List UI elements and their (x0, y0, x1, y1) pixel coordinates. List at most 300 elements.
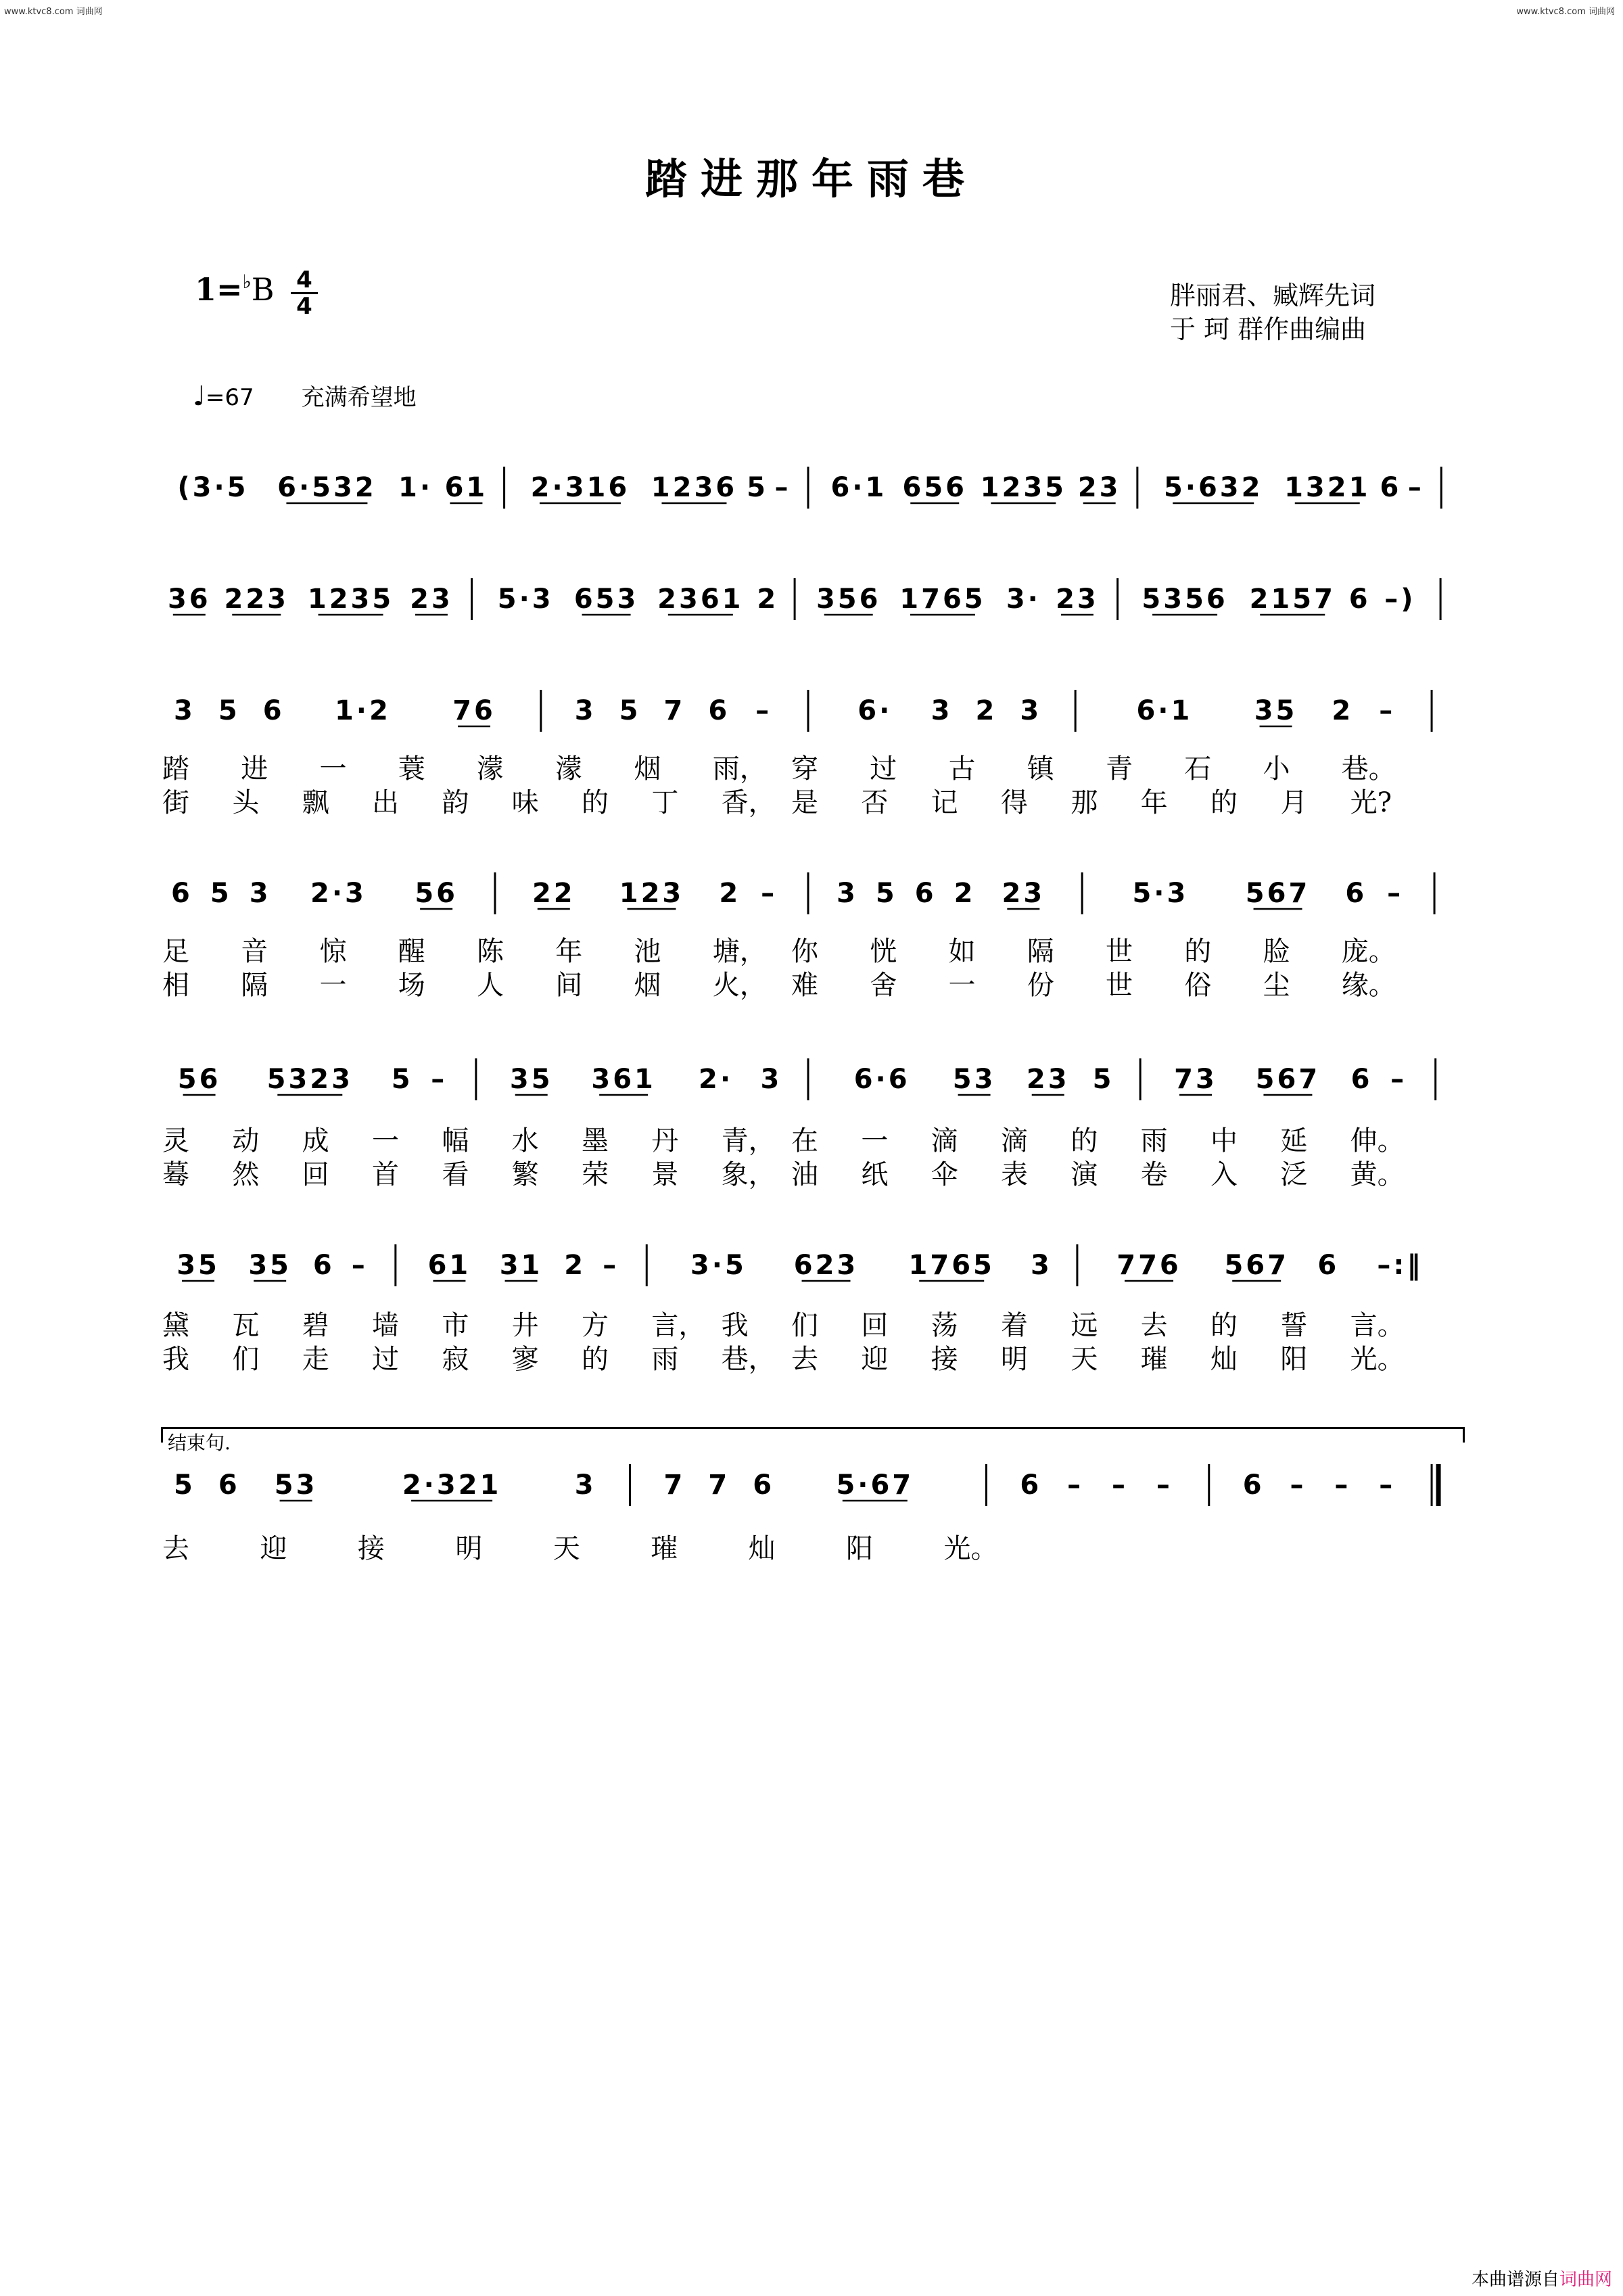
lyric-char: 灿 (748, 1533, 776, 1564)
note-group: – (1387, 878, 1404, 909)
lyric-char: 得 (1001, 787, 1028, 818)
note-group: 2361 (657, 584, 744, 615)
note-group: – (1390, 1064, 1407, 1095)
lyric-char: 巷。 (1341, 753, 1396, 784)
lyric-char: 年 (555, 936, 583, 967)
lyricist-credit: 胖丽君、臧辉先词 (1170, 281, 1376, 310)
note-group: 6 (708, 695, 730, 726)
note-group: 1235 (980, 472, 1066, 503)
note-group: 6 (1242, 1470, 1265, 1501)
note-group: 5356 (1142, 584, 1228, 615)
lyric-char: 们 (232, 1344, 260, 1375)
note-group: 2· (699, 1064, 734, 1095)
note-group: 567 (1245, 878, 1311, 909)
lyric-char: 惊 (319, 936, 347, 967)
note-group: 5323 (266, 1064, 353, 1095)
lyric-char: 迎 (861, 1344, 889, 1375)
lyric-char: 泛 (1280, 1159, 1308, 1190)
lyric-char: 隔 (1027, 936, 1054, 967)
lyric-char: 难 (791, 970, 818, 1001)
lyric-char: 市 (442, 1310, 469, 1341)
note-group: 223 (224, 584, 289, 615)
lyric-char: 看 (442, 1159, 469, 1190)
note-group: – (603, 1250, 619, 1281)
lyric-char: 明 (455, 1533, 483, 1564)
lyric-char: 丹 (651, 1125, 679, 1156)
lyric-char: 恍 (870, 936, 897, 967)
note-group: – (761, 878, 778, 909)
note-group: 35 (509, 1064, 553, 1095)
time-top: 4 (296, 266, 312, 294)
lyric-char: 去 (162, 1533, 189, 1564)
lyric-char: 脸 (1263, 936, 1290, 967)
lyric-char: 璀 (1140, 1344, 1168, 1375)
lyric-char: 成 (302, 1125, 329, 1156)
time-signature (291, 268, 318, 319)
lyric-char: 黄。 (1350, 1159, 1405, 1190)
lyric-char: 烟 (634, 753, 661, 784)
note-group: 2·3 (310, 878, 367, 909)
lyric-char: 荣 (582, 1159, 609, 1190)
tempo-marking (193, 379, 417, 412)
note-group: 1765 (908, 1250, 995, 1281)
tempo-value: =67 (205, 384, 254, 411)
note-group: 23 (1077, 472, 1121, 503)
lyric-char: 中 (1210, 1125, 1238, 1156)
lyric-char: 那 (1071, 787, 1098, 818)
note-group: 6 (312, 1250, 335, 1281)
footer-credit (1472, 2266, 1612, 2291)
note-group: 3 (1030, 1250, 1052, 1281)
lyric-char: 光。 (943, 1533, 998, 1564)
note-group: 7 (663, 695, 686, 726)
note-group: – (755, 695, 772, 726)
lyric-char: 们 (791, 1310, 818, 1341)
lyric-char: 的 (582, 1344, 609, 1375)
note-group: 6· (857, 695, 893, 726)
note-group: 3· (1006, 584, 1041, 615)
lyric-char: 缘。 (1341, 970, 1396, 1001)
lyric-char: 出 (372, 787, 399, 818)
note-group: 23 (1002, 878, 1045, 909)
lyric-char: 庞。 (1341, 936, 1396, 967)
note-group: 2·316 (530, 472, 630, 503)
footer-right: 词曲网 (1559, 2270, 1612, 2290)
lyric-char: 墨 (582, 1125, 609, 1156)
note-group: 35 (1254, 695, 1298, 726)
lyric-char: 踏 (162, 753, 189, 784)
score-row (162, 1464, 1461, 1512)
lyric-char: 一 (948, 970, 976, 1001)
lyric-char: 象， (721, 1159, 776, 1190)
note-group: 3 (174, 695, 195, 726)
note-group: 3 (574, 695, 596, 726)
lyric-char: 阳 (1280, 1344, 1308, 1375)
lyric-char: 俗 (1184, 970, 1212, 1001)
lyric-char: 瓦 (232, 1310, 260, 1341)
lyric-char: 蓦 (162, 1159, 189, 1190)
lyric-char: 份 (1027, 970, 1054, 1001)
composer-credit: 于 珂 群作曲编曲 (1170, 314, 1367, 344)
note-group: 5·3 (497, 584, 554, 615)
note-group: 3 (1020, 695, 1042, 726)
note-group: 2157 (1249, 584, 1336, 615)
lyric-char: 阳 (846, 1533, 874, 1564)
lyric-char: 过 (372, 1344, 399, 1375)
score-row-svg (162, 1058, 1461, 1106)
note-group: 6 (1350, 1064, 1373, 1095)
note-group: 6 (1317, 1250, 1340, 1281)
note-group: 3 (836, 878, 858, 909)
note-group: 1· (398, 472, 433, 503)
lyric-char: 古 (948, 753, 976, 784)
note-group: 3 (249, 878, 271, 909)
ending-bracket (161, 1427, 1465, 1443)
lyric-char: 的 (1071, 1125, 1098, 1156)
lyric-char: 回 (302, 1159, 329, 1190)
lyric-char: 远 (1071, 1310, 1098, 1341)
lyric-char: 一 (319, 753, 347, 784)
note-group: 6·1 (830, 472, 887, 503)
lyric-char: 走 (302, 1344, 329, 1375)
note-group: 776 (1116, 1250, 1181, 1281)
note-group: 6 (753, 1470, 775, 1501)
note-group: – (1067, 1470, 1084, 1501)
note-group: 1·2 (334, 695, 391, 726)
lyric-char: 年 (1140, 787, 1168, 818)
lyric-char: 天 (1071, 1344, 1098, 1375)
note-group: 6 (1348, 584, 1371, 615)
lyric-char: 碧 (302, 1310, 329, 1341)
note-group: 6 (171, 878, 193, 909)
note-group: 656 (902, 472, 968, 503)
ending-label: 结束句. (168, 1432, 231, 1454)
note-group: 3 (760, 1064, 782, 1095)
score-row (162, 1244, 1461, 1292)
lyric-char: 人 (477, 970, 504, 1001)
note-group: 5 (210, 878, 232, 909)
lyric-char: 接 (357, 1533, 385, 1564)
note-group: 6 (262, 695, 285, 726)
lyric-char: 一 (319, 970, 347, 1001)
lyric-char: 尘 (1263, 970, 1290, 1001)
lyric-char: 迎 (260, 1533, 287, 1564)
note-group: – (1334, 1470, 1351, 1501)
lyric-char: 的 (1184, 936, 1212, 967)
lyric-char: 世 (1106, 936, 1133, 967)
lyric-char: 景 (651, 1159, 679, 1190)
lyric-char: 光。 (1350, 1344, 1405, 1375)
score-row-svg (162, 578, 1461, 626)
lyric-char: 街 (162, 787, 189, 818)
lyric-char: 纸 (861, 1159, 889, 1190)
lyric-char: 否 (861, 787, 889, 818)
note-group: 73 (1174, 1064, 1217, 1095)
note-group: 5 (218, 695, 240, 726)
lyric-char: 我 (162, 1344, 189, 1375)
note-group: 35 (248, 1250, 292, 1281)
note-group: – (774, 472, 791, 503)
lyric-char: 寥 (511, 1344, 539, 1375)
lyric-char: 灵 (162, 1125, 189, 1156)
header-right-watermark: www.ktvc8.com 词曲网 (1516, 7, 1615, 17)
note-group: 23 (410, 584, 453, 615)
score-row (162, 467, 1461, 514)
footer-left: 本曲谱源自 (1471, 2270, 1559, 2290)
note-group: 6 (1380, 472, 1402, 503)
lyric-char: 世 (1106, 970, 1133, 1001)
note-group: 6 (218, 1470, 240, 1501)
note-group: 2 (564, 1250, 586, 1281)
note-group: 356 (816, 584, 881, 615)
note-group: 6 (914, 878, 937, 909)
lyric-char: 足 (162, 936, 189, 967)
note-group: 22 (532, 878, 575, 909)
note-group: 1235 (307, 584, 394, 615)
lyric-char: 过 (870, 753, 897, 784)
lyric-char: 明 (1001, 1344, 1028, 1375)
note-group: 5 (1092, 1064, 1114, 1095)
note-group: 5 (875, 878, 897, 909)
lyric-char: 滴 (931, 1125, 958, 1156)
lyric-char: 回 (861, 1310, 889, 1341)
flat-symbol: ♭ (242, 271, 252, 293)
note-group: 1765 (899, 584, 986, 615)
lyric-char: 是 (791, 787, 818, 818)
key-note: B (251, 271, 275, 308)
score-row-svg (162, 690, 1461, 737)
note-group: 2 (757, 584, 779, 615)
note-group: 6 (1020, 1470, 1042, 1501)
lyric-char: 相 (162, 970, 189, 1001)
score-row (162, 690, 1461, 737)
score-row-svg (162, 1464, 1461, 1512)
note-group: 61 (427, 1250, 471, 1281)
lyric-char: 着 (1001, 1310, 1028, 1341)
score-row-svg (162, 467, 1461, 514)
score-row (162, 1058, 1461, 1106)
note-group: – (1112, 1470, 1129, 1501)
lyric-char: 小 (1263, 753, 1290, 784)
note-group: – (1290, 1470, 1307, 1501)
lyric-char: 演 (1071, 1159, 1098, 1190)
lyric-char: 场 (398, 970, 425, 1001)
lyric-char: 如 (948, 936, 976, 967)
note-group: – (1379, 695, 1396, 726)
note-group: 6·6 (853, 1064, 910, 1095)
note-group: 5 (391, 1064, 413, 1095)
note-group: 6 (1345, 878, 1367, 909)
lyric-char: 然 (232, 1159, 260, 1190)
lyric-char: 言。 (1350, 1310, 1405, 1341)
lyric-char: 雨， (712, 753, 767, 784)
lyric-char: 丁 (651, 787, 679, 818)
lyric-char: 濛 (477, 753, 504, 784)
lyric-char: 荡 (931, 1310, 958, 1341)
lyric-char: 的 (582, 787, 609, 818)
lyric-char: 动 (232, 1125, 260, 1156)
note-group: 567 (1255, 1064, 1321, 1095)
lyric-char: 去 (1140, 1310, 1168, 1341)
lyric-char: 滴 (1001, 1125, 1028, 1156)
lyric-char: 幅 (442, 1125, 469, 1156)
lyric-char: 的 (1210, 1310, 1238, 1341)
lyric-char: 黛 (162, 1310, 189, 1341)
lyric-char: 陈 (477, 936, 504, 967)
note-group: – (1379, 1470, 1396, 1501)
lyric-char: 接 (931, 1344, 958, 1375)
lyric-char: 我 (721, 1310, 749, 1341)
key-prefix: 1= (195, 271, 243, 308)
time-bottom: 4 (291, 292, 318, 319)
note-group: 5·632 (1163, 472, 1263, 503)
note-group: 5 (747, 472, 769, 503)
lyric-char: 飘 (302, 787, 329, 818)
note-group: 1321 (1284, 472, 1371, 503)
lyric-char: 青 (1106, 753, 1133, 784)
note-group: 567 (1224, 1250, 1289, 1281)
note-group: 5·67 (836, 1470, 914, 1501)
lyric-char: 雨 (651, 1344, 679, 1375)
lyric-char: 光? (1350, 787, 1392, 818)
score-row-svg (162, 872, 1461, 920)
lyric-char: 伸。 (1350, 1125, 1405, 1156)
lyric-char: 火， (712, 970, 767, 1001)
note-group: 5 (174, 1470, 195, 1501)
lyric-char: 烟 (634, 970, 661, 1001)
note-group: 6·532 (277, 472, 377, 503)
note-group: 53 (952, 1064, 996, 1095)
note-group: 76 (452, 695, 496, 726)
lyric-char: 音 (241, 936, 268, 967)
note-group: 5·3 (1132, 878, 1189, 909)
lyric-char: 表 (1001, 1159, 1028, 1190)
lyric-char: 延 (1280, 1125, 1308, 1156)
note-group: 7 (663, 1470, 686, 1501)
lyric-char: 味 (511, 787, 539, 818)
note-group: 653 (573, 584, 639, 615)
note-group: 23 (1056, 584, 1099, 615)
note-group: 35 (177, 1250, 220, 1281)
note-group: – (1156, 1470, 1173, 1501)
note-group: 2 (975, 695, 997, 726)
expression-text: 充满希望地 (301, 384, 417, 411)
lyric-char: 醒 (398, 936, 425, 967)
lyric-char: 井 (511, 1310, 539, 1341)
header-left-watermark: www.ktvc8.com 词曲网 (4, 7, 103, 17)
score-row-svg (162, 1244, 1461, 1292)
lyric-char: 隔 (241, 970, 268, 1001)
lyric-char: 灿 (1210, 1344, 1238, 1375)
lyric-char: 墙 (372, 1310, 399, 1341)
note-group: 2·321 (402, 1470, 502, 1501)
note-group: 61 (444, 472, 488, 503)
lyric-char: 池 (634, 936, 661, 967)
lyric-char: 舍 (870, 970, 897, 1001)
note-group: 361 (591, 1064, 656, 1095)
note-group: 623 (793, 1250, 859, 1281)
note-group: 7 (708, 1470, 730, 1501)
score-row (162, 578, 1461, 626)
lyric-char: 蓑 (398, 753, 425, 784)
lyric-char: 月 (1280, 787, 1308, 818)
note-group: 3 (931, 695, 953, 726)
page-title: 踏进那年雨巷 (644, 154, 978, 204)
lyric-char: 伞 (931, 1159, 958, 1190)
note-group: 56 (415, 878, 458, 909)
lyric-char: 言， (651, 1310, 706, 1341)
note-group: – (431, 1064, 448, 1095)
note-group: 2 (719, 878, 741, 909)
lyric-char: 繁 (511, 1159, 539, 1190)
lyric-char: 天 (552, 1533, 580, 1564)
lyric-char: 入 (1210, 1159, 1238, 1190)
note-group: 53 (274, 1470, 318, 1501)
lyric-char: 韵 (442, 787, 469, 818)
lyric-char: 一 (372, 1125, 399, 1156)
lyric-char: 镇 (1027, 753, 1054, 784)
note-group: 2 (1332, 695, 1354, 726)
lyric-char: 塘， (712, 936, 767, 967)
lyric-char: 穿 (791, 753, 818, 784)
lyric-char: 记 (931, 787, 958, 818)
lyric-char: 誓 (1280, 1310, 1308, 1341)
note-group: – (351, 1250, 368, 1281)
note-group: 23 (1026, 1064, 1070, 1095)
lyric-char: 巷， (721, 1344, 776, 1375)
note-group: 5 (619, 695, 641, 726)
note-group: 1236 (651, 472, 738, 503)
lyric-char: 水 (511, 1125, 539, 1156)
credits (1170, 279, 1375, 346)
lyric-char: 濛 (555, 753, 583, 784)
lyric-char: 雨 (1140, 1125, 1168, 1156)
lyric-char: 石 (1184, 753, 1212, 784)
lyric-char: 进 (241, 753, 268, 784)
note-group: 2 (954, 878, 976, 909)
score-row (162, 872, 1461, 920)
note-group: 36 (167, 584, 211, 615)
note-group: 3·5 (690, 1250, 747, 1281)
lyric-char: 油 (791, 1159, 818, 1190)
note-group: – (1407, 472, 1424, 503)
lyric-char: 璀 (651, 1533, 678, 1564)
note-group: 3 (574, 1470, 596, 1501)
note-group: (3·5 (177, 472, 249, 503)
lyric-char: 一 (861, 1125, 889, 1156)
lyric-char: 你 (791, 936, 818, 967)
lyric-char: 香， (721, 787, 776, 818)
lyric-char: 方 (582, 1310, 609, 1341)
note-group: 31 (499, 1250, 543, 1281)
lyric-char: 青， (721, 1125, 776, 1156)
lyric-char: 首 (372, 1159, 399, 1190)
lyric-char: 头 (232, 787, 260, 818)
lyric-char: 去 (791, 1344, 818, 1375)
note-group: –) (1384, 584, 1416, 615)
note-group: 6·1 (1136, 695, 1193, 726)
lyric-char: 在 (791, 1125, 818, 1156)
note-group: –:‖ (1377, 1250, 1424, 1281)
lyric-char: 间 (555, 970, 583, 1001)
note-group: 123 (619, 878, 684, 909)
key-signature (195, 271, 275, 308)
lyric-char: 卷 (1140, 1159, 1168, 1190)
quarter-note-icon: ♩ (193, 381, 206, 412)
note-group: 56 (177, 1064, 221, 1095)
lyric-char: 寂 (442, 1344, 469, 1375)
lyric-char: 的 (1210, 787, 1238, 818)
